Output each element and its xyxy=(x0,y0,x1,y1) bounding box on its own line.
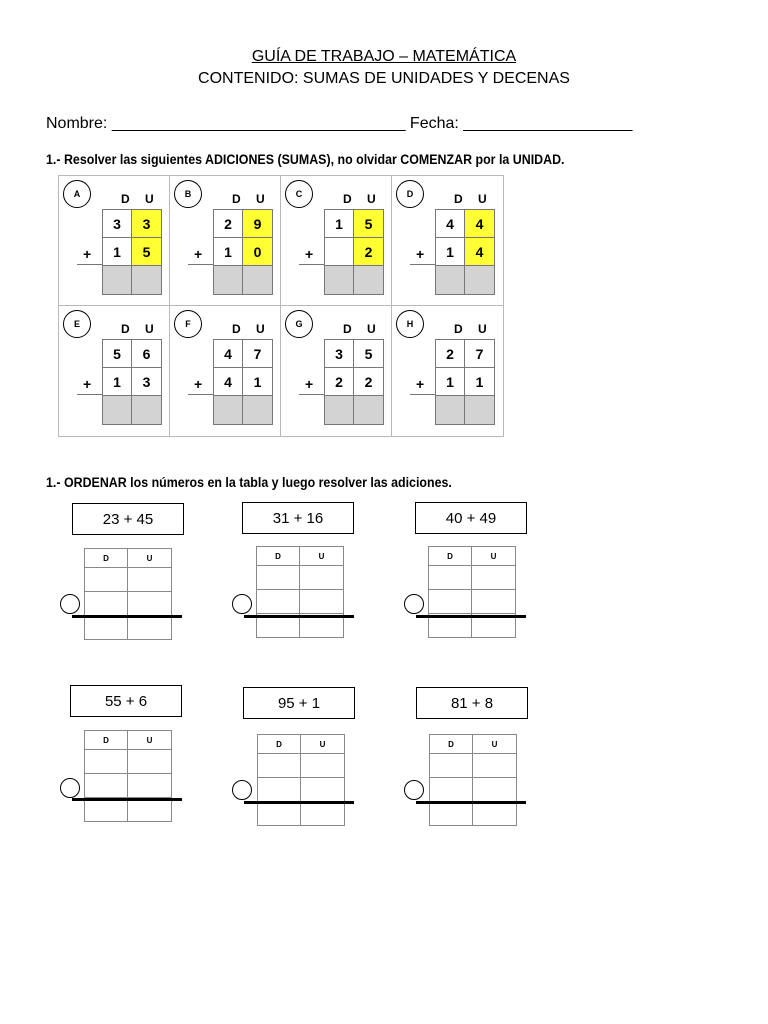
tens-cell[interactable] xyxy=(85,592,128,616)
tens-cell[interactable] xyxy=(85,798,128,821)
units-digit: 5 xyxy=(354,340,383,368)
sum-line xyxy=(188,394,214,395)
addition-table xyxy=(102,209,162,295)
result-tens-cell[interactable] xyxy=(436,396,465,424)
sum-line xyxy=(77,264,103,265)
tens-digit: 1 xyxy=(103,368,132,396)
expression-box: 81 + 8 xyxy=(416,687,528,719)
tens-cell[interactable] xyxy=(85,568,128,592)
units-header: U xyxy=(256,322,265,336)
result-units-cell[interactable] xyxy=(354,266,383,294)
tens-header: D xyxy=(85,549,128,568)
tens-header: D xyxy=(121,192,130,206)
place-value-table xyxy=(428,546,516,638)
carry-circle[interactable] xyxy=(232,594,252,614)
tens-header: D xyxy=(232,192,241,206)
plus-sign: + xyxy=(416,246,425,262)
units-cell[interactable] xyxy=(128,798,171,821)
exercise-letter-badge: C xyxy=(285,180,313,208)
plus-sign: + xyxy=(83,376,92,392)
exercise-letter-badge: H xyxy=(396,310,424,338)
expression-box: 40 + 49 xyxy=(415,502,527,534)
plus-sign: + xyxy=(83,246,92,262)
result-units-cell[interactable] xyxy=(132,396,161,424)
units-digit: 4 xyxy=(465,238,494,266)
tens-digit: 1 xyxy=(325,210,354,238)
result-units-cell[interactable] xyxy=(243,396,272,424)
tens-cell[interactable] xyxy=(430,802,473,825)
units-digit: 0 xyxy=(243,238,272,266)
tens-digit: 1 xyxy=(436,368,465,396)
tens-header: D xyxy=(454,322,463,336)
units-cell[interactable] xyxy=(472,590,515,614)
plus-sign: + xyxy=(194,246,203,262)
units-cell[interactable] xyxy=(473,754,516,778)
result-units-cell[interactable] xyxy=(132,266,161,294)
tens-digit: 2 xyxy=(436,340,465,368)
units-cell[interactable] xyxy=(128,616,171,639)
units-digit: 9 xyxy=(243,210,272,238)
date-label: Fecha: xyxy=(409,115,459,132)
exercise-letter-badge: D xyxy=(396,180,424,208)
units-header: U xyxy=(128,549,171,568)
expression-box: 95 + 1 xyxy=(243,687,355,719)
instruction-1: 1.- Resolver las siguientes ADICIONES (SUMAS), no olvidar COMENZAR por la UNIDAD. xyxy=(46,152,565,167)
tens-cell[interactable] xyxy=(429,590,472,614)
expression-box: 31 + 16 xyxy=(242,502,354,534)
units-cell[interactable] xyxy=(300,590,343,614)
result-tens-cell[interactable] xyxy=(103,396,132,424)
exercise-a xyxy=(59,176,170,306)
exercise-letter-badge: B xyxy=(174,180,202,208)
sum-line xyxy=(410,264,436,265)
units-header: U xyxy=(145,192,154,206)
sum-line xyxy=(244,615,354,618)
units-digit: 1 xyxy=(465,368,494,396)
exercise-e xyxy=(59,306,170,436)
result-tens-cell[interactable] xyxy=(214,266,243,294)
units-header: U xyxy=(145,322,154,336)
units-digit: 7 xyxy=(243,340,272,368)
plus-sign: + xyxy=(194,376,203,392)
addition-table xyxy=(102,339,162,425)
instruction-2: 1.- ORDENAR los números en la tabla y luego resolver las adiciones. xyxy=(46,475,452,490)
units-digit: 7 xyxy=(465,340,494,368)
units-header: U xyxy=(301,735,344,754)
result-tens-cell[interactable] xyxy=(214,396,243,424)
result-tens-cell[interactable] xyxy=(103,266,132,294)
units-header: U xyxy=(256,192,265,206)
units-digit: 2 xyxy=(354,238,383,266)
name-label: Nombre: xyxy=(46,115,108,132)
expression-box: 55 + 6 xyxy=(70,685,182,717)
result-units-cell[interactable] xyxy=(354,396,383,424)
carry-circle[interactable] xyxy=(60,594,80,614)
units-header: U xyxy=(478,192,487,206)
exercise-b xyxy=(170,176,281,306)
tens-header: D xyxy=(232,322,241,336)
name-date-line xyxy=(46,115,632,133)
units-cell[interactable] xyxy=(473,802,516,825)
tens-digit: 2 xyxy=(214,210,243,238)
result-units-cell[interactable] xyxy=(465,396,494,424)
addition-table xyxy=(324,209,384,295)
result-tens-cell[interactable] xyxy=(436,266,465,294)
units-header: U xyxy=(367,322,376,336)
units-digit: 4 xyxy=(465,210,494,238)
units-cell[interactable] xyxy=(128,592,171,616)
tens-header: D xyxy=(430,735,473,754)
tens-header: D xyxy=(258,735,301,754)
exercise-c xyxy=(281,176,392,306)
tens-cell[interactable] xyxy=(85,750,128,774)
tens-header: D xyxy=(85,731,128,750)
result-units-cell[interactable] xyxy=(465,266,494,294)
units-cell[interactable] xyxy=(301,754,344,778)
units-cell[interactable] xyxy=(128,750,171,774)
sum-line xyxy=(72,798,182,801)
place-value-table xyxy=(84,548,172,640)
units-digit: 6 xyxy=(132,340,161,368)
exercise-letter-badge: E xyxy=(63,310,91,338)
units-digit: 3 xyxy=(132,368,161,396)
units-digit: 5 xyxy=(354,210,383,238)
exercise-h xyxy=(392,306,503,436)
carry-circle[interactable] xyxy=(404,780,424,800)
units-digit: 3 xyxy=(132,210,161,238)
exercise-grid xyxy=(58,175,504,437)
addition-table xyxy=(435,339,495,425)
tens-digit: 1 xyxy=(436,238,465,266)
tens-cell[interactable] xyxy=(85,616,128,639)
sum-line xyxy=(410,394,436,395)
place-value-table xyxy=(84,730,172,822)
addition-table xyxy=(435,209,495,295)
sum-line xyxy=(188,264,214,265)
units-digit: 5 xyxy=(132,238,161,266)
tens-header: D xyxy=(429,547,472,566)
exercise-letter-badge: A xyxy=(63,180,91,208)
plus-sign: + xyxy=(305,246,314,262)
plus-sign: + xyxy=(305,376,314,392)
units-header: U xyxy=(128,731,171,750)
result-units-cell[interactable] xyxy=(243,266,272,294)
sum-line xyxy=(244,801,354,804)
tens-cell[interactable] xyxy=(257,590,300,614)
exercise-g xyxy=(281,306,392,436)
exercise-d xyxy=(392,176,503,306)
tens-digit: 5 xyxy=(103,340,132,368)
sum-line xyxy=(299,394,325,395)
page-title: GUÍA DE TRABAJO – MATEMÁTICA xyxy=(251,48,517,65)
tens-digit: 2 xyxy=(325,368,354,396)
sum-line xyxy=(416,615,526,618)
tens-cell[interactable] xyxy=(258,778,301,802)
units-header: U xyxy=(472,547,515,566)
units-digit: 2 xyxy=(354,368,383,396)
sum-line xyxy=(77,394,103,395)
units-cell[interactable] xyxy=(301,778,344,802)
units-header: U xyxy=(300,547,343,566)
sum-line xyxy=(72,615,182,618)
carry-circle[interactable] xyxy=(60,778,80,798)
units-cell[interactable] xyxy=(472,566,515,590)
tens-digit: 4 xyxy=(214,368,243,396)
exercise-letter-badge: F xyxy=(174,310,202,338)
units-cell[interactable] xyxy=(128,774,171,798)
addition-table xyxy=(324,339,384,425)
units-header: U xyxy=(367,192,376,206)
tens-digit: 3 xyxy=(325,340,354,368)
tens-digit: 4 xyxy=(214,340,243,368)
tens-header: D xyxy=(343,322,352,336)
date-field[interactable]: ___________________ xyxy=(463,115,633,132)
place-value-table xyxy=(429,734,517,826)
units-header: U xyxy=(478,322,487,336)
tens-header: D xyxy=(454,192,463,206)
units-cell[interactable] xyxy=(473,778,516,802)
tens-cell[interactable] xyxy=(258,802,301,825)
name-field[interactable]: _________________________________ xyxy=(111,115,406,132)
tens-digit: 1 xyxy=(103,238,132,266)
tens-cell[interactable] xyxy=(257,566,300,590)
units-cell[interactable] xyxy=(128,568,171,592)
expression-box: 23 + 45 xyxy=(72,503,184,535)
sum-line xyxy=(299,264,325,265)
units-header: U xyxy=(473,735,516,754)
tens-header: D xyxy=(343,192,352,206)
tens-cell[interactable] xyxy=(430,754,473,778)
tens-header: D xyxy=(257,547,300,566)
sum-line xyxy=(416,801,526,804)
units-digit: 1 xyxy=(243,368,272,396)
exercise-letter-badge: G xyxy=(285,310,313,338)
plus-sign: + xyxy=(416,376,425,392)
tens-digit xyxy=(325,238,354,266)
place-value-table xyxy=(256,546,344,638)
units-cell[interactable] xyxy=(301,802,344,825)
exercise-f xyxy=(170,306,281,436)
carry-circle[interactable] xyxy=(232,780,252,800)
tens-cell[interactable] xyxy=(258,754,301,778)
tens-digit: 1 xyxy=(214,238,243,266)
addition-table xyxy=(213,339,273,425)
tens-header: D xyxy=(121,322,130,336)
page-subtitle: CONTENIDO: SUMAS DE UNIDADES Y DECENAS xyxy=(198,70,570,87)
tens-digit: 3 xyxy=(103,210,132,238)
tens-cell[interactable] xyxy=(430,778,473,802)
result-tens-cell[interactable] xyxy=(325,266,354,294)
tens-cell[interactable] xyxy=(429,566,472,590)
addition-table xyxy=(213,209,273,295)
place-value-table xyxy=(257,734,345,826)
tens-digit: 4 xyxy=(436,210,465,238)
units-cell[interactable] xyxy=(300,566,343,590)
carry-circle[interactable] xyxy=(404,594,424,614)
result-tens-cell[interactable] xyxy=(325,396,354,424)
tens-cell[interactable] xyxy=(85,774,128,798)
